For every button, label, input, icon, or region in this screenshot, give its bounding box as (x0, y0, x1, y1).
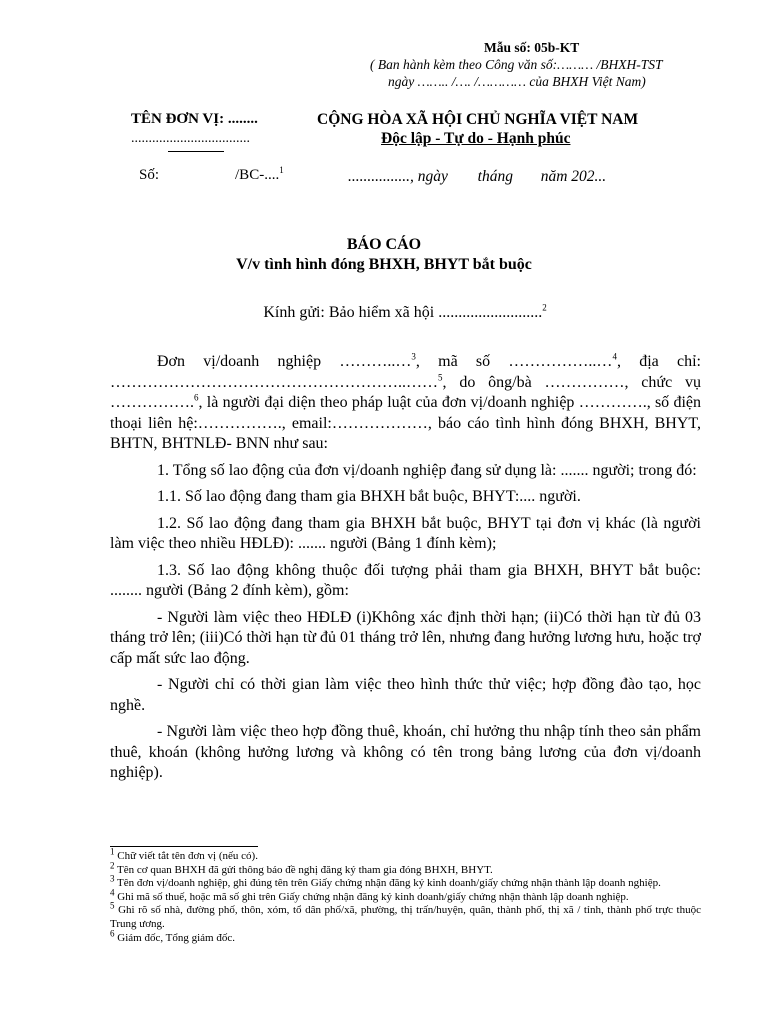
footnote-ref-2: 2 (542, 302, 547, 313)
bullet-1: - Người làm việc theo HĐLĐ (i)Không xác định thời hạn; (ii)Có thời hạn từ đủ 03 tháng trở lên; (iii)Có thời hạn từ đủ 01 tháng trở lên, nhưng đang hưởng lương hưu, hoặc trợ cấp mất sức lao động. (110, 608, 701, 667)
footnote-1 (110, 846, 701, 864)
date-month: tháng (477, 168, 513, 185)
recipient-text: Kính gửi: Bảo hiểm xã hội .......................... (263, 304, 543, 321)
footnote-text: Chữ viết tắt tên đơn vị (nếu có). (114, 850, 258, 862)
intro-text-4: , do ông/bà ……………, chức vụ ……………. (110, 373, 701, 411)
intro-text-2: , mã số ……………..… (415, 353, 613, 370)
issued-note-line1: ( Ban hành kèm theo Công văn số:……… /BHXH-TST (370, 57, 663, 72)
footnote-separator (110, 846, 258, 847)
issued-note-line2: ngày …….. /…. /………… của BHXH Việt Nam) (388, 74, 646, 89)
intro-text-5: , là người đại diện theo pháp luật của đơn vị/doanh nghiệp …………., số điện thoại liên hệ:……………., email:………………, báo cáo tình hình đóng BHXH, BHYT, BHTN, BHTNLĐ- BNN như sau: (110, 394, 701, 452)
footnote-ref-6: 6 (194, 392, 199, 403)
item-1: 1. Tổng số lao động của đơn vị/doanh nghiệp đang sử dụng là: ....... người; trong đó: (157, 461, 697, 479)
footnote-number: 3 (110, 873, 115, 884)
intro-paragraph (110, 352, 701, 455)
footnote-number: 5 (110, 900, 115, 911)
report-body (110, 352, 701, 790)
intro-text-3: , địa chỉ: ………………………………………………..…… (110, 353, 702, 391)
item-1-3: 1.3. Số lao động không thuộc đối tượng phải tham gia BHXH, BHYT bắt buộc: ........ người (Bảng 2 đính kèm), gồm: (110, 561, 701, 599)
footnote-text: Ghi mã số thuế, hoặc mã số ghi trên Giấy chứng nhận đăng ký kinh doanh/giấy chứng nhận thành lập doanh nghiệp. (114, 890, 629, 903)
item-1-1: 1.1. Số lao động đang tham gia BHXH bắt buộc, BHYT:.... người. (157, 488, 581, 505)
footnote-6 (110, 927, 701, 946)
intro-text-1: Đơn vị/doanh nghiệp ………..… (157, 353, 412, 370)
document-number-code: /BC-.... (235, 167, 280, 183)
report-title: BÁO CÁO (346, 236, 422, 253)
recipient-line (0, 304, 768, 322)
footnote-ref-1: 1 (279, 165, 284, 175)
document-number (139, 167, 284, 184)
bullet-2: - Người chỉ có thời gian làm việc theo hình thức thử việc; hợp đồng đào tạo, học nghề. (110, 676, 701, 714)
footnote-2 (110, 859, 701, 878)
footnote-text: Tên đơn vị/doanh nghiệp, ghi đúng tên trên Giấy chứng nhận đăng ký kinh doanh/giấy chứng nhận thành lập doanh nghiệp. (114, 877, 661, 890)
footnote-text: Ghi rõ số nhà, đường phố, thôn, xóm, tổ dân phố/xã, phường, thị trấn/huyện, quân, thành phố, thị xã / tỉnh, thành phố trực thuộc Trung ương. (110, 904, 701, 930)
footnote-number: 6 (110, 927, 115, 938)
footnote-number: 1 (110, 846, 115, 857)
item-1-2: 1.2. Số lao động đang tham gia BHXH bắt buộc, BHYT tại đơn vị khác (là người làm việc theo nhiều HĐLĐ): ....... người (Bảng 1 đính kèm); (110, 514, 701, 552)
footnote-ref-3: 3 (411, 351, 416, 362)
date-place: ................, ngày (348, 168, 448, 185)
footnote-5 (110, 900, 701, 931)
form-number: Mẫu số: 05b-KT (484, 40, 580, 55)
footnote-number: 2 (110, 859, 115, 870)
footnote-text: Giám đốc, Tổng giám đốc. (114, 931, 235, 944)
date-year: năm 202... (540, 168, 607, 185)
unit-name-dots: .................................. (131, 131, 250, 146)
footnote-ref-4: 4 (612, 351, 617, 362)
place-date (348, 168, 606, 186)
unit-divider (168, 151, 224, 152)
footnote-number: 4 (110, 887, 115, 898)
document-number-label: Số: (139, 167, 160, 183)
footnotes (110, 846, 701, 945)
bullet-3: - Người làm việc theo hợp đồng thuê, khoán, chỉ hưởng thu nhập tính theo sản phẩm thuê, khoán (không hưởng lương và không có tên trong bảng lương của đơn vị/doanh nghiệp). (110, 723, 701, 781)
footnote-4 (110, 887, 701, 905)
unit-name-label: TÊN ĐƠN VỊ: ........ (131, 111, 258, 127)
footnote-text: Tên cơ quan BHXH đã gửi thông báo đề nghị đăng ký tham gia đóng BHXH, BHYT. (114, 863, 493, 876)
report-subtitle: V/v tình hình đóng BHXH, BHYT bắt buộc (236, 256, 532, 273)
footnote-ref-5: 5 (438, 372, 443, 383)
national-title: CỘNG HÒA XÃ HỘI CHỦ NGHĨA VIỆT NAM (317, 111, 639, 128)
footnote-3 (110, 873, 701, 891)
national-motto: Độc lập - Tự do - Hạnh phúc (381, 130, 571, 147)
